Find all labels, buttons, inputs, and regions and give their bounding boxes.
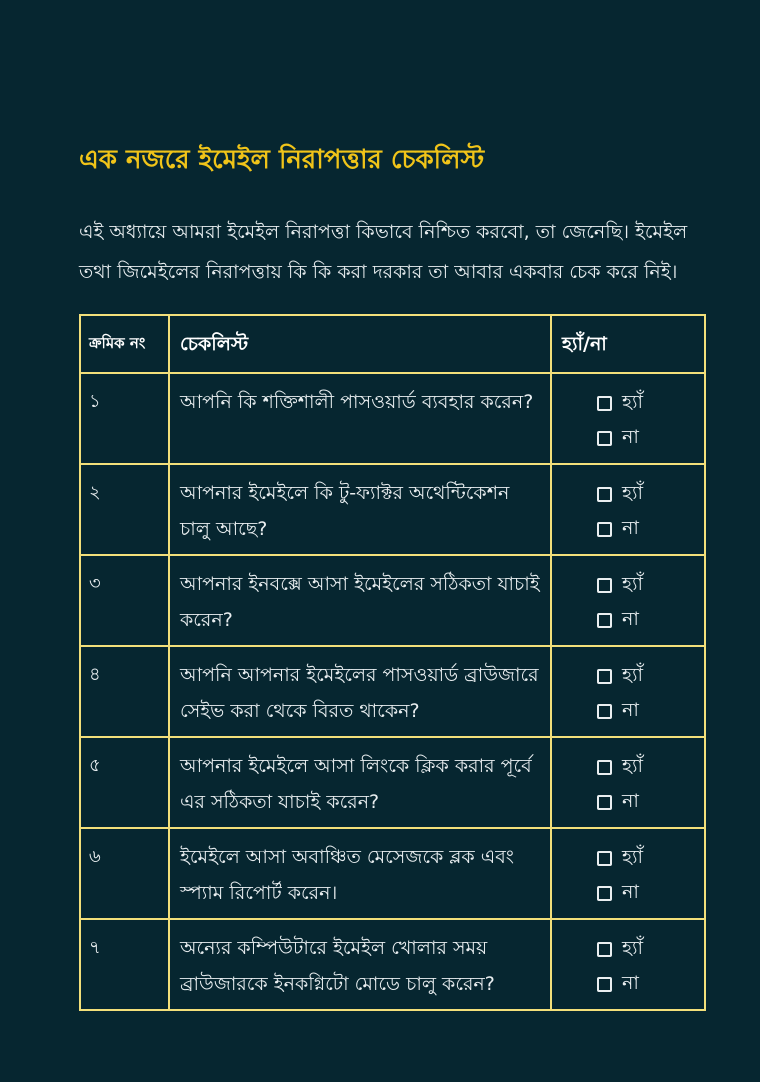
- answer-options: [552, 738, 704, 820]
- serial-cell: [80, 373, 169, 464]
- table-row: [80, 464, 705, 555]
- checkbox-icon[interactable]: [597, 851, 612, 866]
- checklist-question: আপনি কি শক্তিশালী পাসওয়ার্ড ব্যবহার করেন?: [180, 391, 534, 413]
- no-option[interactable]: [597, 785, 704, 820]
- header-serial: [80, 315, 169, 373]
- checkbox-icon[interactable]: [597, 669, 612, 684]
- answer-cell: [551, 737, 705, 828]
- table-row: [80, 555, 705, 646]
- serial-number: ৭: [89, 937, 101, 958]
- serial-cell: [80, 737, 169, 828]
- no-option[interactable]: [597, 694, 704, 729]
- answer-options: [552, 829, 704, 911]
- table-body: [80, 373, 705, 1010]
- yes-option[interactable]: [597, 477, 704, 512]
- checklist-question: আপনি আপনার ইমেইলের পাসওয়ার্ড ব্রাউজারে সেইভ করা থেকে বিরত থাকেন?: [180, 664, 539, 722]
- checkbox-icon[interactable]: [597, 487, 612, 502]
- checkbox-icon[interactable]: [597, 760, 612, 775]
- serial-cell: [80, 828, 169, 919]
- serial-number: ৬: [89, 846, 101, 867]
- checklist-table: [79, 314, 706, 1011]
- question-cell: [169, 646, 551, 737]
- answer-cell: [551, 919, 705, 1010]
- serial-cell: [80, 464, 169, 555]
- yes-label: হ্যাঁ: [622, 754, 644, 777]
- header-yes-no: [551, 315, 705, 373]
- no-label: না: [622, 789, 639, 812]
- yes-label: হ্যাঁ: [622, 481, 644, 504]
- question-cell: [169, 555, 551, 646]
- table-row: [80, 373, 705, 464]
- checkbox-icon[interactable]: [597, 886, 612, 901]
- checkbox-icon[interactable]: [597, 977, 612, 992]
- question-cell: [169, 828, 551, 919]
- answer-cell: [551, 555, 705, 646]
- question-cell: [169, 737, 551, 828]
- checkbox-icon[interactable]: [597, 578, 612, 593]
- answer-options: [552, 465, 704, 547]
- header-checklist-label: চেকলিস্ট: [180, 333, 249, 355]
- no-label: না: [622, 425, 639, 448]
- checklist-question: আপনার ইমেইলে কি টু-ফ্যাক্টর অথেন্টিকেশন চালু আছে?: [180, 482, 510, 540]
- serial-number: ১: [89, 391, 101, 412]
- header-checklist: [169, 315, 551, 373]
- table-row: [80, 828, 705, 919]
- serial-number: ২: [89, 482, 101, 503]
- checklist-question: অন্যের কম্পিউটারে ইমেইল খোলার সময় ব্রাউজারকে ইনকগ্নিটো মোডে চালু করেন?: [180, 937, 495, 995]
- serial-cell: [80, 919, 169, 1010]
- checklist-question: আপনার ইমেইলে আসা লিংকে ক্লিক করার পূর্বে এর সঠিকতা যাচাই করেন?: [180, 755, 532, 813]
- yes-option[interactable]: [597, 932, 704, 967]
- header-serial-label: ক্রমিক নং: [89, 334, 146, 352]
- serial-cell: [80, 646, 169, 737]
- header-yes-no-label: হ্যাঁ/না: [562, 333, 607, 355]
- yes-label: হ্যাঁ: [622, 390, 644, 413]
- no-option[interactable]: [597, 421, 704, 456]
- answer-options: [552, 920, 704, 1002]
- checkbox-icon[interactable]: [597, 613, 612, 628]
- no-label: না: [622, 698, 639, 721]
- page-title: এক নজরে ইমেইল নিরাপত্তার চেকলিস্ট: [79, 145, 485, 175]
- table-header-row: [80, 315, 705, 373]
- answer-cell: [551, 464, 705, 555]
- answer-options: [552, 647, 704, 729]
- checkbox-icon[interactable]: [597, 396, 612, 411]
- yes-label: হ্যাঁ: [622, 572, 644, 595]
- checkbox-icon[interactable]: [597, 704, 612, 719]
- serial-number: ৪: [89, 664, 101, 685]
- yes-option[interactable]: [597, 659, 704, 694]
- yes-option[interactable]: [597, 841, 704, 876]
- table-row: [80, 737, 705, 828]
- yes-label: হ্যাঁ: [622, 845, 644, 868]
- checklist-question: আপনার ইনবক্সে আসা ইমেইলের সঠিকতা যাচাই করেন?: [180, 573, 540, 631]
- no-label: না: [622, 516, 639, 539]
- question-cell: [169, 464, 551, 555]
- table-row: [80, 919, 705, 1010]
- serial-number: ৫: [89, 755, 101, 776]
- answer-cell: [551, 828, 705, 919]
- checkbox-icon[interactable]: [597, 522, 612, 537]
- question-cell: [169, 373, 551, 464]
- no-label: না: [622, 971, 639, 994]
- no-option[interactable]: [597, 603, 704, 638]
- no-option[interactable]: [597, 876, 704, 911]
- no-option[interactable]: [597, 512, 704, 547]
- answer-options: [552, 556, 704, 638]
- question-cell: [169, 919, 551, 1010]
- table-row: [80, 646, 705, 737]
- no-label: না: [622, 880, 639, 903]
- no-label: না: [622, 607, 639, 630]
- yes-option[interactable]: [597, 386, 704, 421]
- answer-options: [552, 374, 704, 456]
- answer-cell: [551, 646, 705, 737]
- checkbox-icon[interactable]: [597, 431, 612, 446]
- serial-number: ৩: [89, 573, 101, 594]
- yes-label: হ্যাঁ: [622, 663, 644, 686]
- checklist-question: ইমেইলে আসা অবাঞ্চিত মেসেজকে ব্লক এবং স্প্যাম রিপোর্ট করেন।: [180, 846, 514, 904]
- checkbox-icon[interactable]: [597, 942, 612, 957]
- checkbox-icon[interactable]: [597, 795, 612, 810]
- yes-option[interactable]: [597, 750, 704, 785]
- no-option[interactable]: [597, 967, 704, 1002]
- answer-cell: [551, 373, 705, 464]
- yes-label: হ্যাঁ: [622, 936, 644, 959]
- intro-paragraph: এই অধ্যায়ে আমরা ইমেইল নিরাপত্তা কিভাবে নিশ্চিত করবো, তা জেনেছি। ইমেইল তথা জিমেইলের নিরাপত্তায় কি কি করা দরকার তা আবার একবার চেক করে নিই।: [79, 221, 688, 283]
- yes-option[interactable]: [597, 568, 704, 603]
- serial-cell: [80, 555, 169, 646]
